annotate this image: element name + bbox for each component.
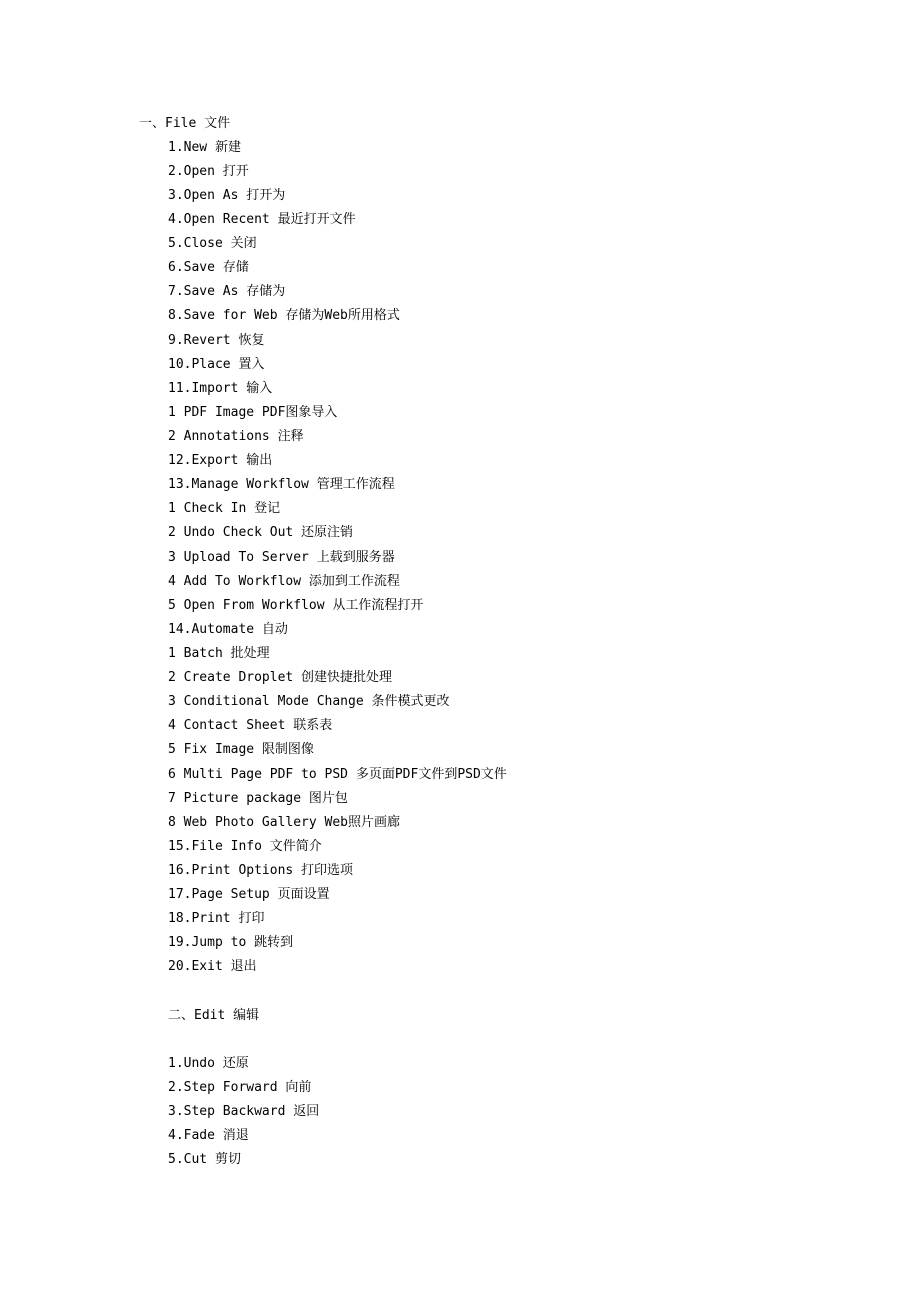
list-item: 1 Batch 批处理 [168, 646, 270, 661]
list-item: 7.Save As 存储为 [168, 284, 286, 299]
list-item: 9.Revert 恢复 [168, 333, 265, 348]
list-item: 3.Step Backward 返回 [168, 1104, 320, 1119]
list-item: 11.Import 输入 [168, 381, 273, 396]
list-item: 16.Print Options 打印选项 [168, 863, 354, 878]
list-item: 20.Exit 退出 [168, 959, 257, 974]
list-item: 5.Close 关闭 [168, 236, 257, 251]
list-item: 2 Annotations 注释 [168, 429, 304, 444]
list-item: 3 Upload To Server 上载到服务器 [168, 550, 395, 565]
list-item: 15.File Info 文件简介 [168, 839, 322, 854]
list-item: 3.Open As 打开为 [168, 188, 286, 203]
list-item: 14.Automate 自动 [168, 622, 288, 637]
list-item: 3 Conditional Mode Change 条件模式更改 [168, 694, 450, 709]
list-item: 2.Open 打开 [168, 164, 249, 179]
list-item: 4.Fade 消退 [168, 1128, 249, 1143]
list-item: 1.Undo 还原 [168, 1056, 249, 1071]
list-item: 13.Manage Workflow 管理工作流程 [168, 477, 395, 492]
section-heading-edit: 二、Edit 编辑 [168, 1008, 260, 1023]
list-item: 1 Check In 登记 [168, 501, 281, 516]
list-item: 5 Fix Image 限制图像 [168, 742, 314, 757]
list-item: 1.New 新建 [168, 140, 241, 155]
list-item: 1 PDF Image PDF图象导入 [168, 405, 338, 420]
list-item: 10.Place 置入 [168, 357, 265, 372]
list-item: 8 Web Photo Gallery Web照片画廊 [168, 815, 401, 830]
list-item: 2 Create Droplet 创建快捷批处理 [168, 670, 393, 685]
section-heading-file: 一、File 文件 [139, 116, 231, 131]
list-item: 4 Contact Sheet 联系表 [168, 718, 333, 733]
list-item: 8.Save for Web 存储为Web所用格式 [168, 308, 400, 323]
list-item: 5.Cut 剪切 [168, 1152, 241, 1167]
list-item: 4.Open Recent 最近打开文件 [168, 212, 356, 227]
list-item: 6.Save 存储 [168, 260, 249, 275]
list-item: 4 Add To Workflow 添加到工作流程 [168, 574, 400, 589]
list-item: 7 Picture package 图片包 [168, 791, 348, 806]
list-item: 19.Jump to 跳转到 [168, 935, 294, 950]
list-item: 18.Print 打印 [168, 911, 265, 926]
list-item: 6 Multi Page PDF to PSD 多页面PDF文件到PSD文件 [168, 767, 507, 782]
list-item: 17.Page Setup 页面设置 [168, 887, 330, 902]
list-item: 5 Open From Workflow 从工作流程打开 [168, 598, 424, 613]
list-item: 2 Undo Check Out 还原注销 [168, 525, 354, 540]
list-item: 2.Step Forward 向前 [168, 1080, 312, 1095]
list-item: 12.Export 输出 [168, 453, 273, 468]
